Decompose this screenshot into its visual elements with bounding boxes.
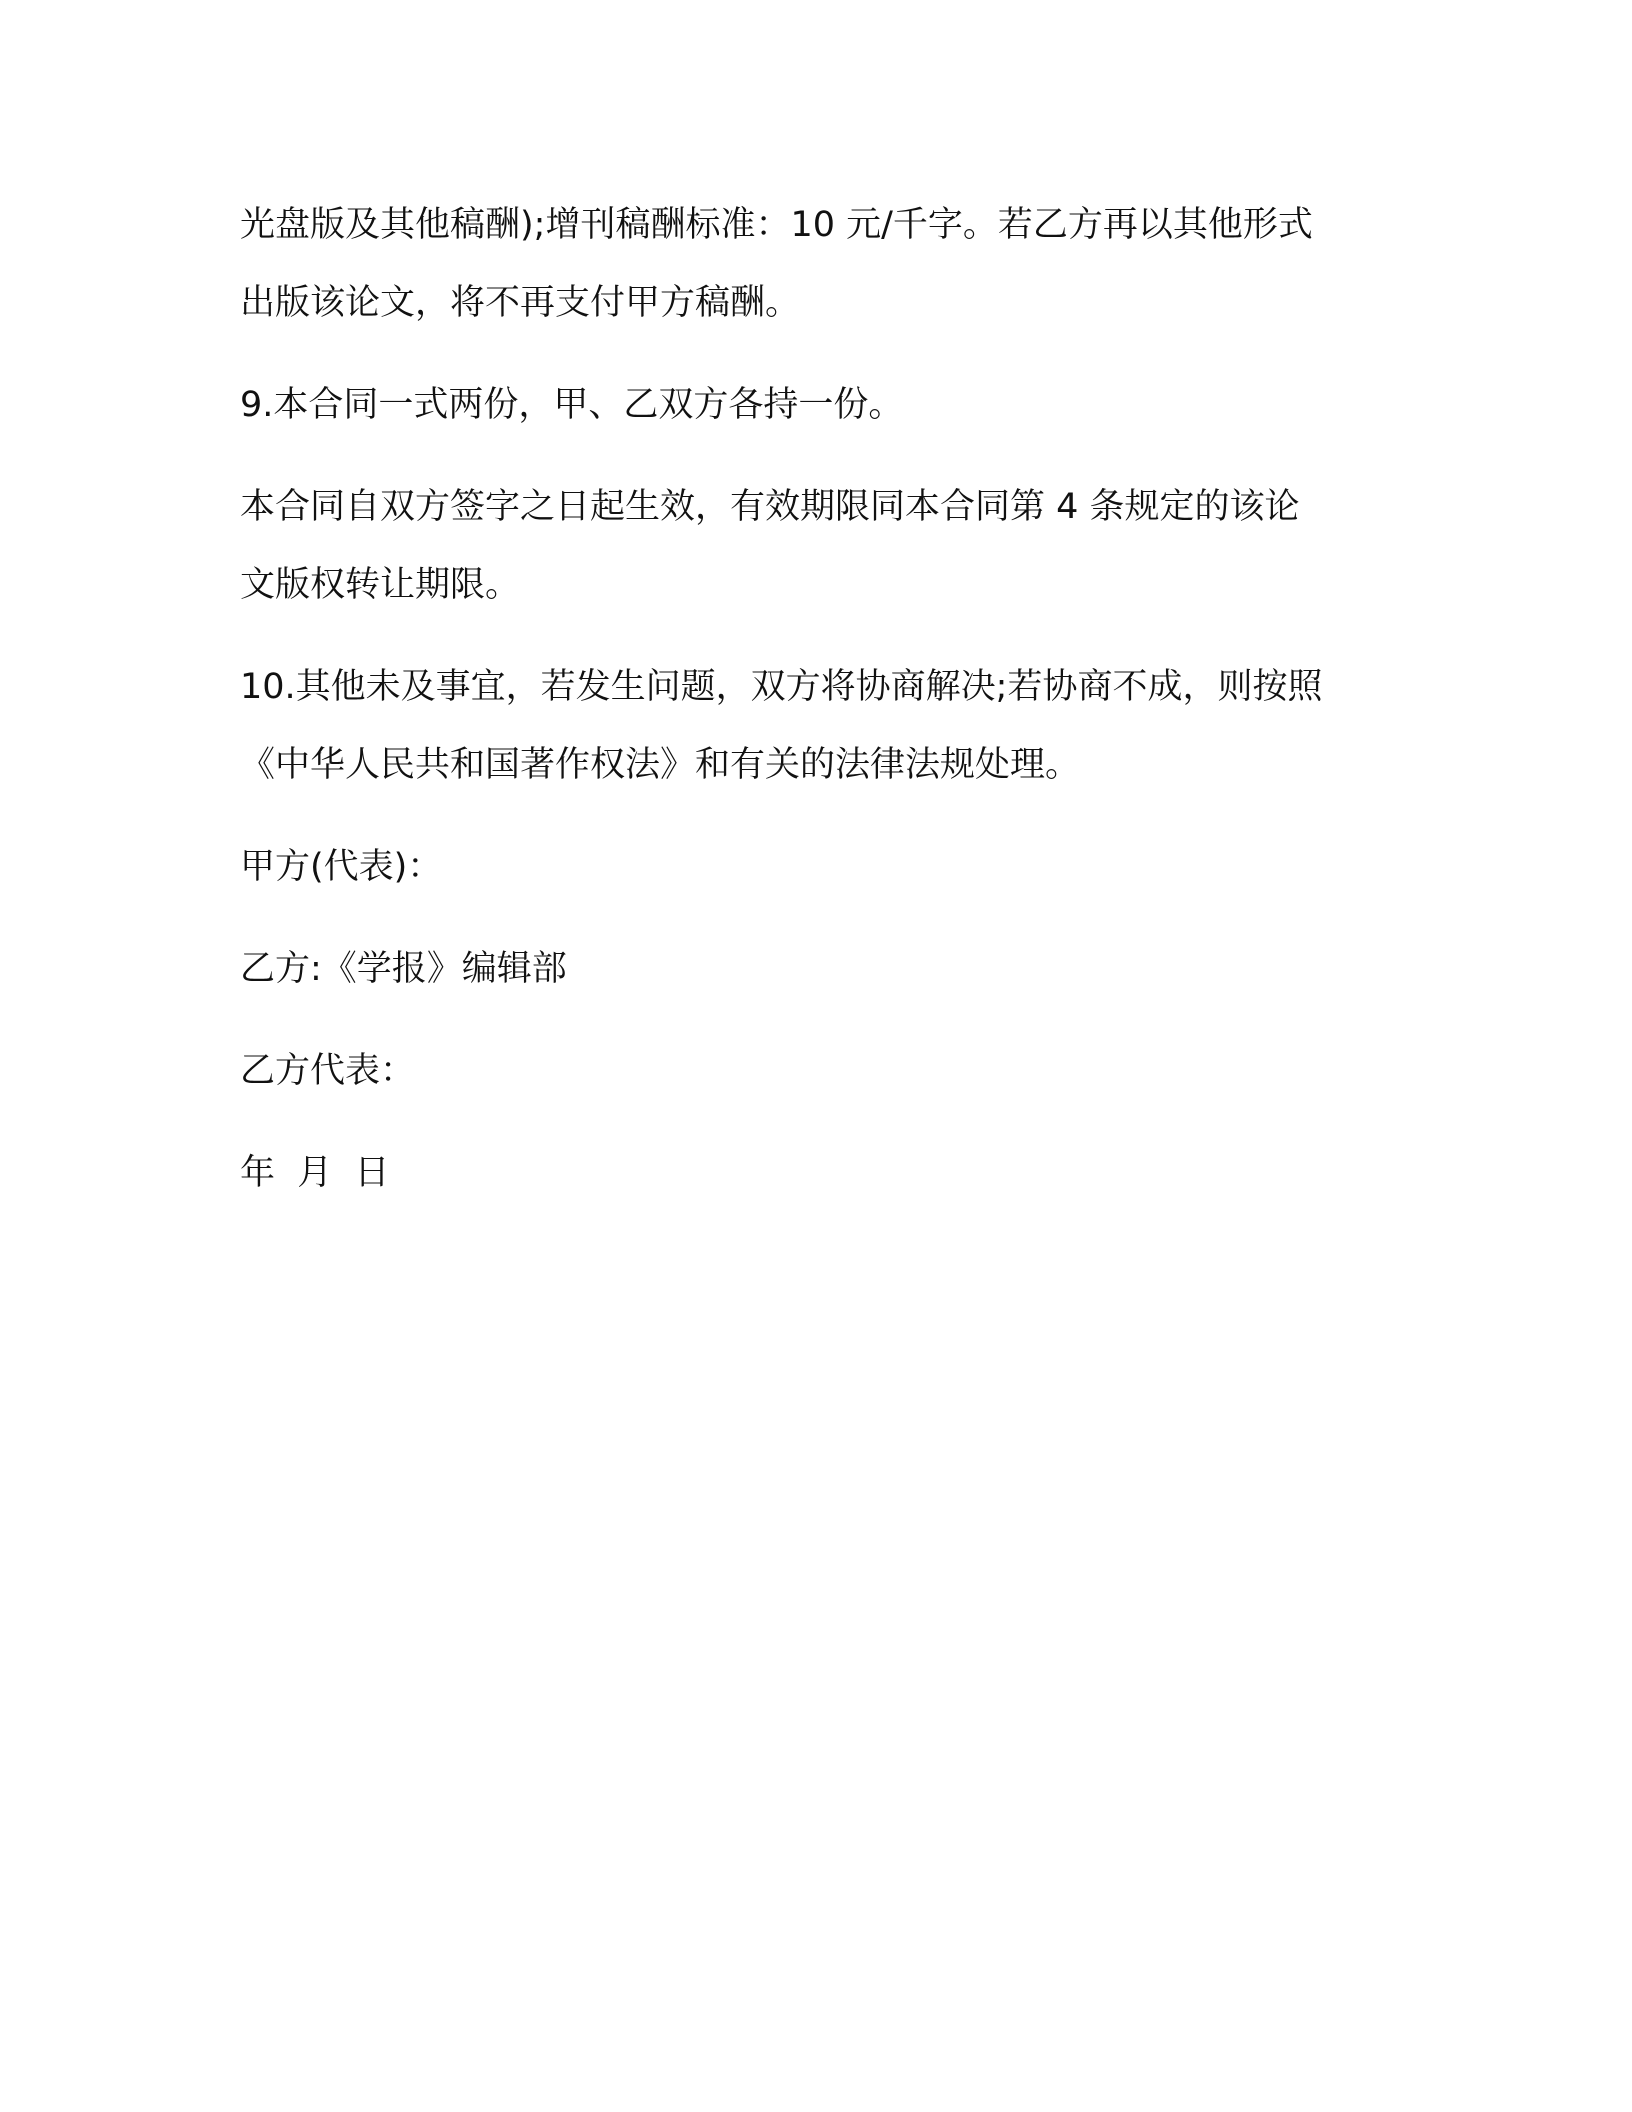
paragraph-clause-9: [240, 366, 1400, 444]
document-body: [240, 186, 1400, 1236]
paragraph-royalty: [240, 186, 1400, 342]
text-line: 光盘版及其他稿酬);增刊稿酬标准：10 元/千字。若乙方再以其他形式: [240, 205, 1313, 245]
text-line: 9.本合同一式两份，甲、乙双方各持一份。: [240, 385, 904, 425]
text-line: 本合同自双方签字之日起生效，有效期限同本合同第 4 条规定的该论: [240, 487, 1300, 527]
text-line: 出版该论文，将不再支付甲方稿酬。: [240, 283, 801, 323]
signature-date: 年 月 日: [240, 1153, 390, 1193]
text-line: 《中华人民共和国著作权法》和有关的法律法规处理。: [240, 745, 1081, 785]
text-line: 文版权转让期限。: [240, 565, 521, 605]
paragraph-effective: [240, 468, 1400, 624]
text-line: 10.其他未及事宜，若发生问题，双方将协商解决;若协商不成，则按照: [240, 667, 1323, 707]
signature-party-a: 甲方(代表)：: [240, 847, 443, 887]
signature-party-b: 乙方:《学报》编辑部: [240, 949, 567, 989]
signature-party-b-representative: 乙方代表：: [240, 1051, 416, 1091]
paragraph-clause-10: [240, 648, 1400, 804]
